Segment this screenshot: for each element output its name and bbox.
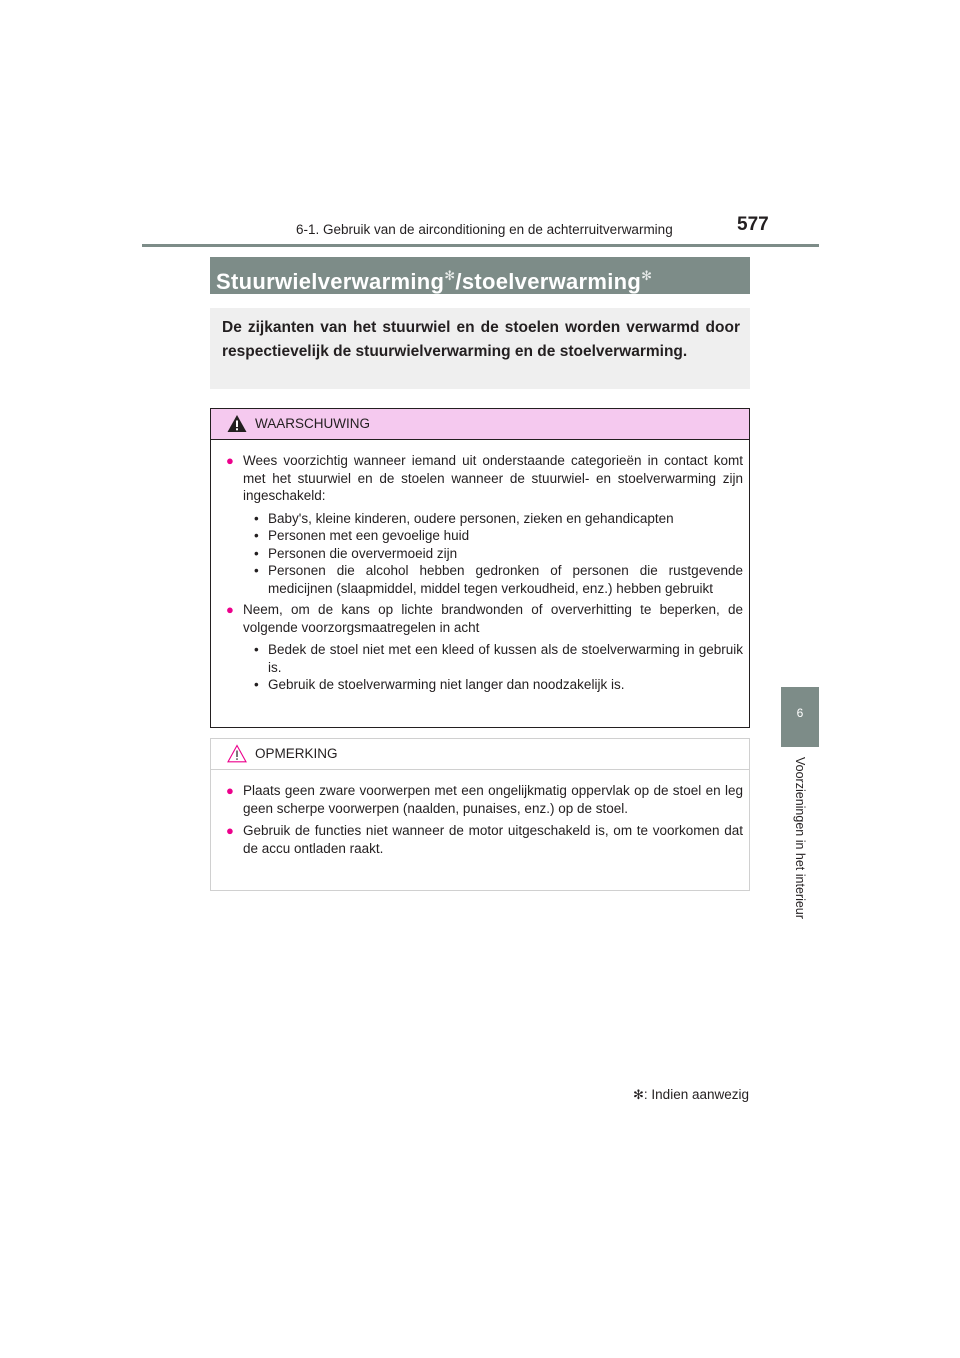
warning-subitem-text: Personen die oververmoeid zijn bbox=[268, 545, 458, 561]
warning-item bbox=[223, 601, 743, 636]
footnote-asterisk: ✻ bbox=[633, 1087, 644, 1102]
caution-outline-icon bbox=[227, 744, 247, 763]
sub-bullet-icon: • bbox=[254, 545, 259, 561]
sub-bullet-icon: • bbox=[254, 677, 259, 692]
section-title-bar bbox=[210, 257, 750, 294]
warning-subitem-text: Personen met een gevoelige huid bbox=[268, 528, 470, 543]
footnote bbox=[633, 1087, 749, 1103]
note-item bbox=[223, 782, 743, 817]
warning-item-text: Wees voorzichtig wanneer iemand uit onderstaande categorieën in contact komt met het stuurwiel en de stoelen wanneer de stuurwiel- en stoelverwarming zijn ingeschakeld: bbox=[243, 453, 743, 503]
note-box bbox=[210, 738, 750, 891]
note-label: OPMERKING bbox=[255, 746, 338, 761]
warning-subitem bbox=[223, 510, 743, 528]
sub-bullet-icon: • bbox=[254, 642, 259, 657]
header-section-title: 6-1. Gebruik van de airconditioning en de achterruitverwarming bbox=[296, 222, 673, 237]
sub-bullet-icon: • bbox=[254, 528, 259, 543]
bullet-dot-icon: ● bbox=[226, 453, 234, 468]
note-item-text: Gebruik de functies niet wanneer de motor uitgeschakeld is, om te voorkomen dat de accu ontladen raakt. bbox=[243, 823, 743, 856]
section-title-part1: Stuurwielverwarming bbox=[216, 269, 445, 294]
chapter-tab bbox=[781, 687, 819, 747]
title-asterisk-1: ✻ bbox=[444, 268, 456, 283]
intro-text: De zijkanten van het stuurwiel en de stoelen worden verwarmd door respectievelijk de stuurwielverwarming en de stoelverwarming. bbox=[210, 308, 750, 389]
warning-label: WAARSCHUWING bbox=[255, 416, 370, 431]
sub-bullet-icon: • bbox=[254, 563, 259, 578]
warning-subitem-text: Gebruik de stoelverwarming niet langer dan noodzakelijk is. bbox=[268, 677, 625, 692]
note-header bbox=[211, 739, 749, 770]
warning-subitem bbox=[223, 641, 743, 676]
warning-subitem bbox=[223, 562, 743, 597]
warning-item bbox=[223, 452, 743, 505]
bullet-dot-icon: ● bbox=[226, 602, 234, 617]
warning-subitem-text: Bedek de stoel niet met een kleed of kussen als de stoelverwarming in gebruik is. bbox=[268, 642, 743, 675]
note-item bbox=[223, 822, 743, 857]
warning-box bbox=[210, 408, 750, 728]
warning-subitem-text: Baby's, kleine kinderen, oudere personen, zieken en gehandicapten bbox=[268, 510, 674, 526]
section-title-part2: /stoelverwarming bbox=[455, 269, 642, 294]
title-asterisk-2: ✻ bbox=[641, 268, 653, 283]
chapter-number: 6 bbox=[796, 706, 804, 720]
header-rule bbox=[142, 244, 819, 247]
warning-subitem bbox=[223, 545, 743, 563]
warning-triangle-icon bbox=[227, 414, 247, 433]
warning-header bbox=[211, 409, 749, 440]
bullet-dot-icon: ● bbox=[226, 823, 234, 838]
sub-bullet-icon: • bbox=[254, 510, 259, 526]
warning-subitem bbox=[223, 527, 743, 545]
bullet-dot-icon: ● bbox=[226, 783, 234, 798]
note-item-text: Plaats geen zware voorwerpen met een ongelijkmatig oppervlak op de stoel en leg geen scherpe voorwerpen (naalden, punaises, enz.) op de stoel. bbox=[243, 783, 743, 816]
warning-subitem bbox=[223, 676, 743, 694]
chapter-title: Voorzieningen in het interieur bbox=[793, 757, 807, 919]
warning-item-text: Neem, om de kans op lichte brandwonden of oververhitting te beperken, de volgende voorzorgsmaatregelen in acht bbox=[243, 602, 743, 635]
note-body bbox=[211, 770, 749, 857]
section-title bbox=[216, 269, 652, 294]
warning-body bbox=[211, 440, 749, 694]
page-number: 577 bbox=[737, 214, 769, 235]
warning-subitem-text: Personen die alcohol hebben gedronken of personen die rustgevende medicijnen (slaapmiddel, middel tegen verkoudheid, enz.) hebben gebruikt bbox=[268, 563, 743, 596]
footnote-text: : Indien aanwezig bbox=[643, 1087, 749, 1102]
